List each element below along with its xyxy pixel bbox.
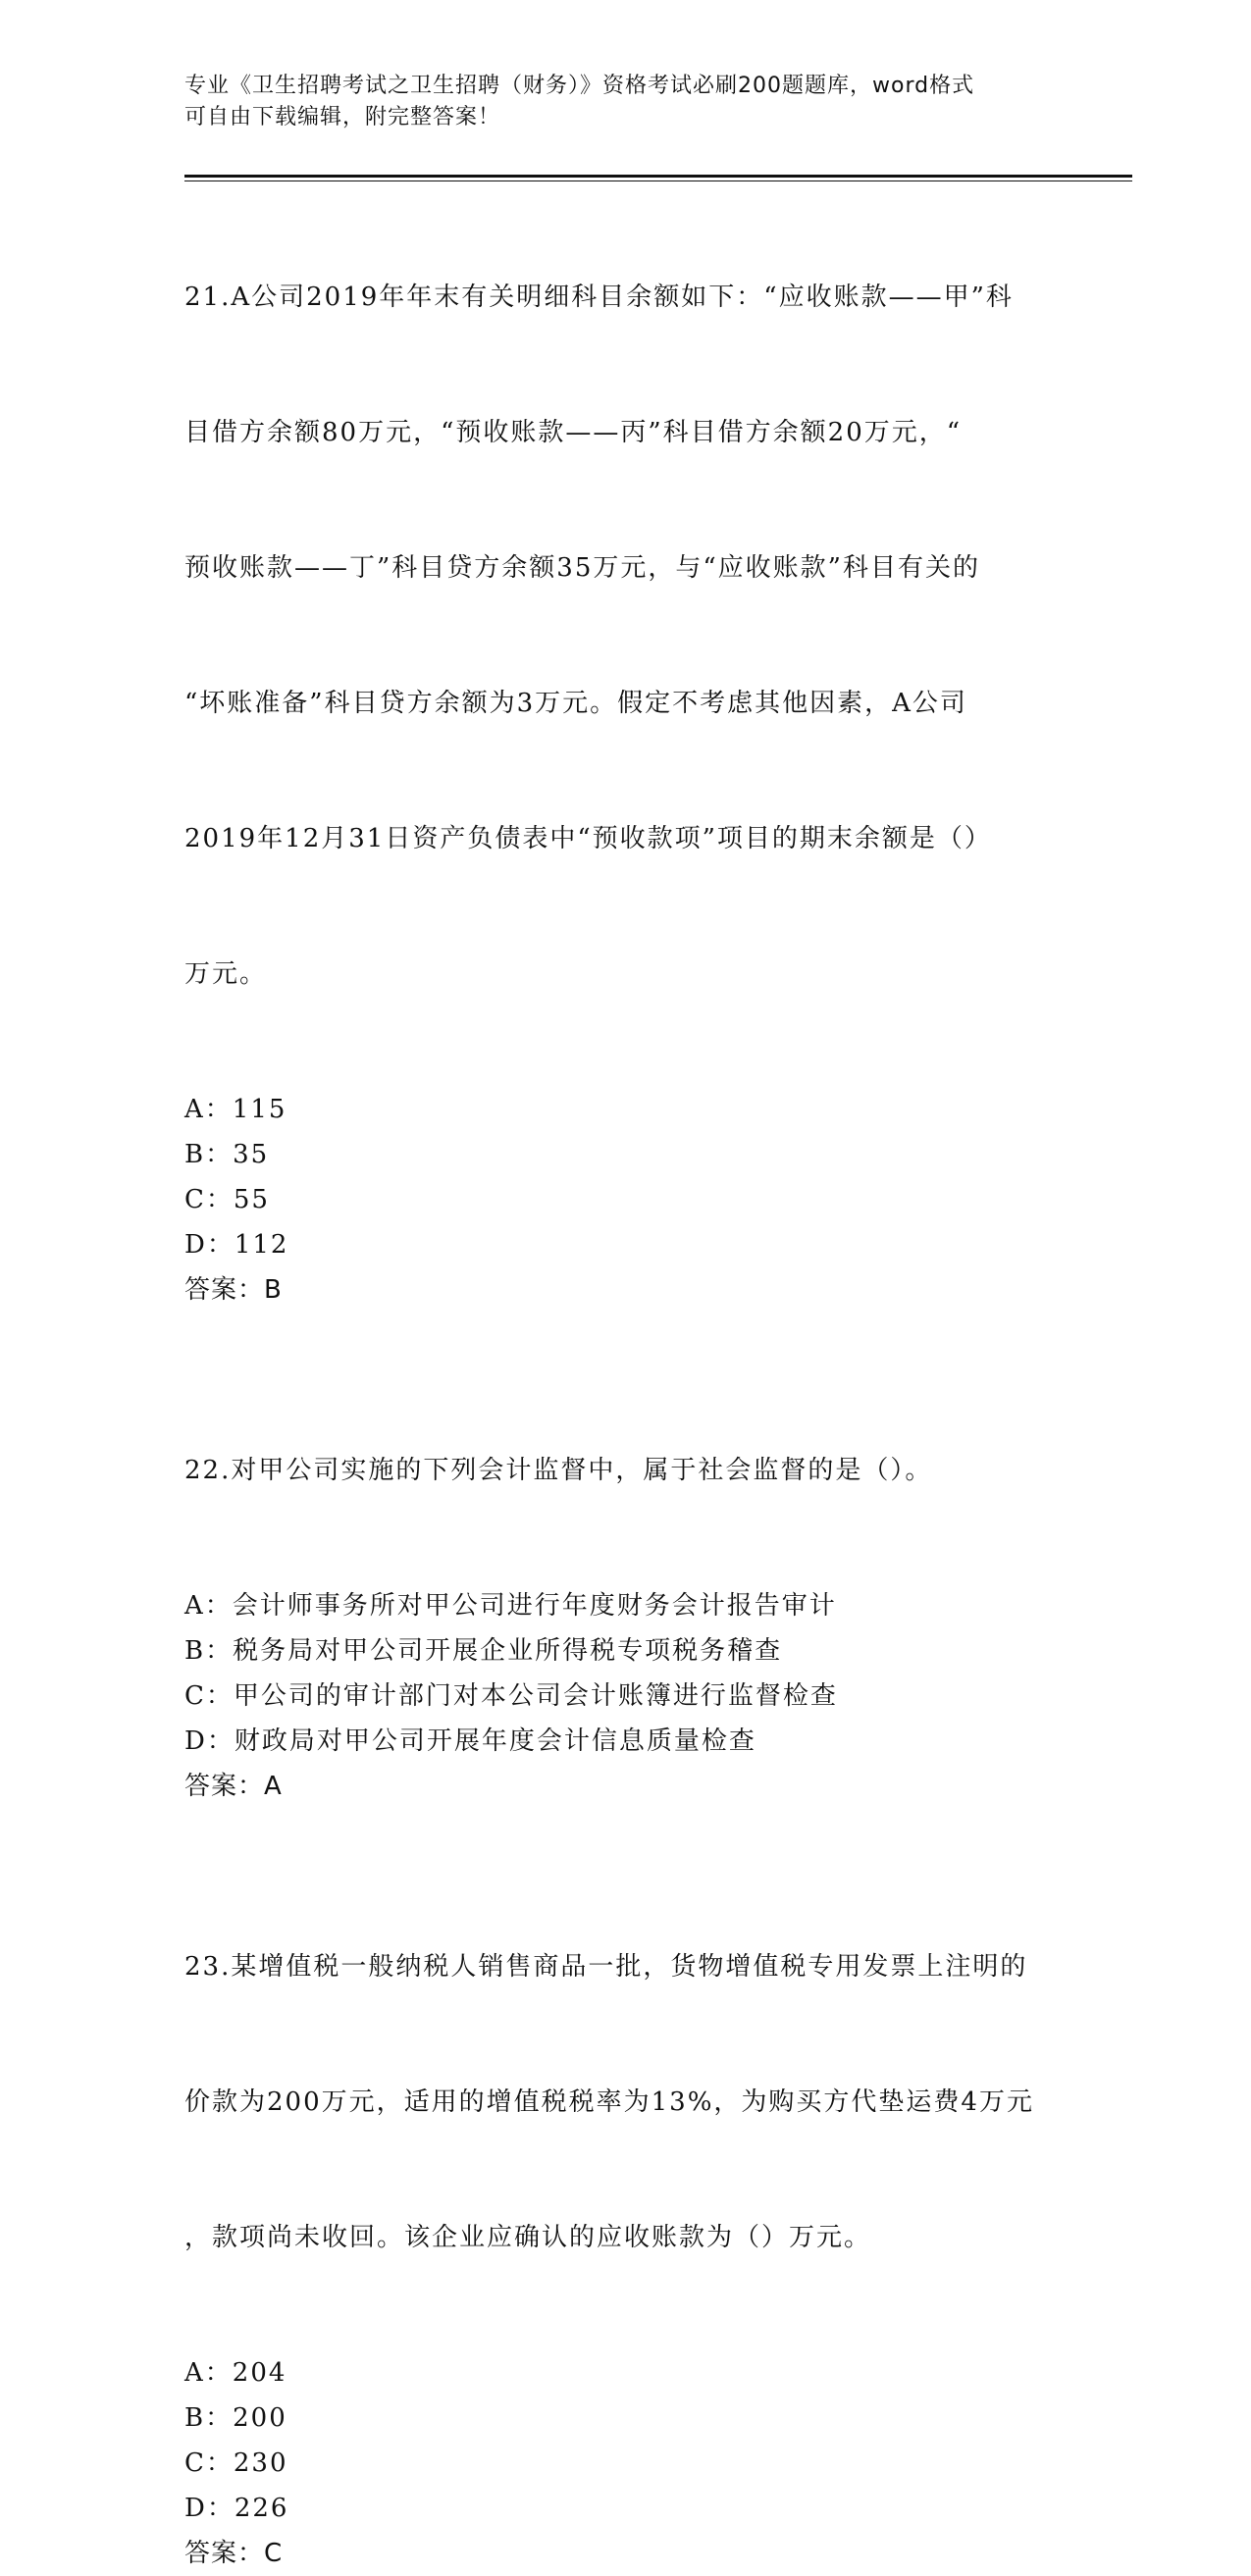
stem-line: 价款为200万元，适用的增值税税率为13%，为购买方代垫运费4万元 (184, 2087, 1034, 2117)
question-spacer (184, 1313, 1068, 1358)
stem-line: 23.某增值税一般纳税人销售商品一批，货物增值税专用发票上注明的 (184, 1952, 1028, 1982)
question-stem (184, 184, 1068, 1087)
stem-line: 22.对甲公司实施的下列会计监督中，属于社会监督的是（）。 (184, 1456, 933, 1485)
option-c: C：甲公司的审计部门对本公司会计账簿进行监督检查 (184, 1681, 838, 1711)
option-a: A：204 (184, 2358, 287, 2388)
question-21 (184, 184, 1068, 1313)
question-22 (184, 1358, 1068, 1809)
stem-line: 21.A公司2019年年末有关明细科目余额如下：“应收账款——甲”科 (184, 283, 1014, 312)
option-b: B：税务局对甲公司开展企业所得税专项税务稽查 (184, 1636, 783, 1666)
option-d: D：财政局对甲公司开展年度会计信息质量检查 (184, 1726, 756, 1756)
answer-line: 答案：A (184, 1772, 283, 1801)
stem-line: 2019年12月31日资产负债表中“预收款项”项目的期末余额是（） (184, 824, 992, 853)
document-header (184, 71, 1068, 133)
stem-line: 预收账款——丁”科目贷方余额35万元，与“应收账款”科目有关的 (184, 553, 980, 583)
answer-line: 答案：B (184, 1275, 283, 1305)
stem-line: “坏账准备”科目贷方余额为3万元。假定不考虑其他因素，A公司 (184, 689, 967, 718)
option-b: B：35 (184, 1140, 270, 1169)
stem-line: 目借方余额80万元，“预收账款——丙”科目借方余额20万元，“ (184, 418, 963, 447)
option-a: A：115 (184, 1095, 287, 1124)
question-spacer (184, 1809, 1068, 1854)
header-divider-thick (184, 175, 1132, 178)
answer-line: 答案：C (184, 2539, 284, 2568)
question-stem (184, 1854, 1068, 2350)
option-d: D：226 (184, 2494, 289, 2523)
option-c: C：230 (184, 2448, 288, 2478)
question-list (184, 184, 1068, 2576)
header-line-1: 专业《卫生招聘考试之卫生招聘（财务）》资格考试必刷200题题库，word格式 (184, 74, 975, 98)
option-d: D：112 (184, 1230, 289, 1260)
stem-line: ，款项尚未收回。该企业应确认的应收账款为（）万元。 (184, 2223, 872, 2252)
header-divider-thin (184, 180, 1132, 181)
option-c: C：55 (184, 1185, 270, 1214)
question-23 (184, 1854, 1068, 2576)
stem-line: 万元。 (184, 959, 268, 989)
option-b: B：200 (184, 2403, 287, 2433)
header-line-2: 可自由下载编辑，附完整答案！ (184, 105, 501, 129)
question-stem (184, 1358, 1068, 1583)
option-a: A：会计师事务所对甲公司进行年度财务会计报告审计 (184, 1591, 837, 1621)
